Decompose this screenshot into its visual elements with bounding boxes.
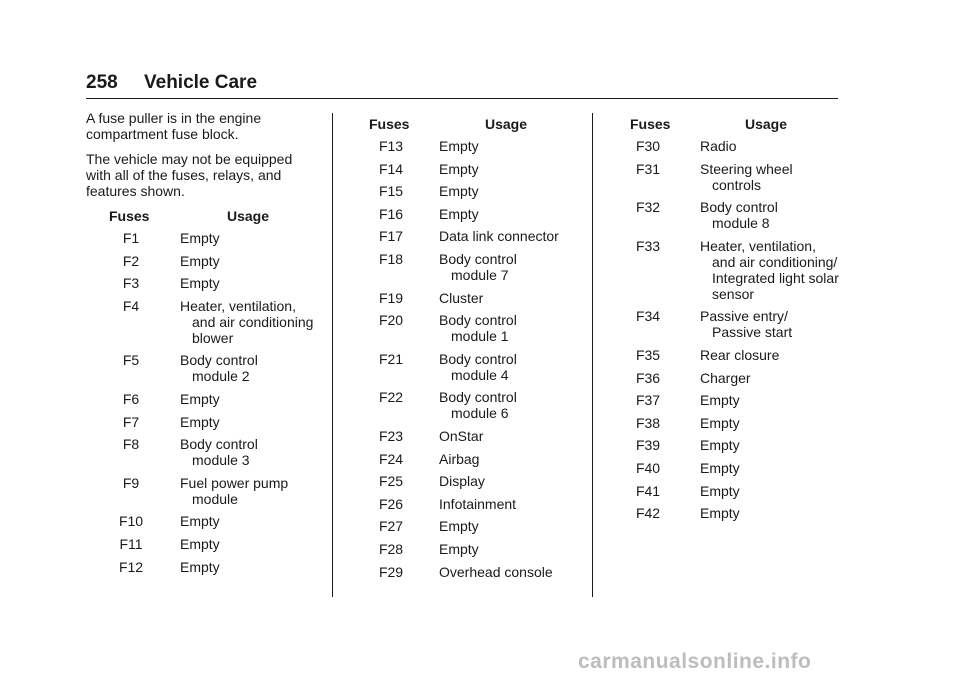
fuse-id: F41 [635, 482, 661, 499]
usage-line: Heater, ventilation, [700, 237, 816, 254]
usage-line: Display [439, 473, 485, 490]
fuse-id: F20 [378, 312, 404, 329]
fuse-usage [439, 312, 587, 344]
fuse-id: F33 [635, 237, 661, 254]
fuse-id: F42 [635, 505, 661, 522]
page-number: 258 [86, 72, 118, 93]
column-2 [347, 116, 587, 586]
usage-header: Usage [227, 208, 270, 224]
fuse-usage [439, 251, 587, 283]
fuse-usage [700, 392, 844, 408]
usage-line: module 1 [451, 328, 509, 345]
usage-line: Body control [439, 350, 517, 367]
fuse-usage [700, 138, 844, 154]
fuse-usage [439, 496, 587, 512]
table-header [608, 116, 844, 138]
usage-line: Empty [439, 518, 479, 535]
fuse-id: F25 [378, 473, 404, 490]
table-row [608, 483, 844, 499]
fuse-usage [700, 347, 844, 363]
fuse-id: F22 [378, 389, 404, 406]
fuse-usage [700, 238, 844, 302]
table-row [347, 451, 587, 467]
fuse-usage [439, 473, 587, 489]
usage-line: Body control [180, 436, 258, 453]
table-row [347, 389, 587, 421]
fuse-usage [439, 451, 587, 467]
usage-line: Empty [180, 390, 220, 407]
fuse-id: F16 [378, 205, 404, 222]
usage-line: Rear closure [700, 346, 780, 363]
fuse-id: F32 [635, 199, 661, 216]
fuse-id: F2 [122, 252, 140, 269]
table-row [608, 161, 844, 193]
table-row [86, 298, 322, 346]
fuse-id: F30 [635, 138, 661, 154]
usage-line: module 6 [451, 405, 509, 422]
usage-line: module [192, 490, 238, 507]
fuse-id: F26 [378, 495, 404, 512]
usage-line: Airbag [439, 450, 480, 467]
fuse-usage [180, 414, 322, 430]
intro-line: features shown. [86, 183, 185, 199]
usage-line: Empty [439, 540, 479, 557]
usage-line: OnStar [439, 427, 484, 444]
usage-line: Overhead console [439, 563, 553, 580]
column-1 [86, 110, 322, 581]
fuse-table-3 [608, 138, 844, 521]
table-row [608, 347, 844, 363]
usage-line: Fuel power pump [180, 474, 289, 491]
fuse-id: F12 [118, 558, 144, 575]
fuse-id: F39 [635, 437, 661, 454]
usage-line: Empty [180, 513, 220, 530]
table-row [347, 541, 587, 557]
fuse-id: F15 [378, 183, 404, 200]
fuse-usage [180, 436, 322, 468]
fuse-id: F8 [122, 436, 140, 453]
table-row [608, 505, 844, 521]
fuse-id: F4 [122, 297, 140, 314]
fuse-id: F1 [122, 230, 140, 246]
table-row [608, 437, 844, 453]
fuse-id: F5 [122, 352, 140, 369]
fuse-usage [439, 564, 587, 580]
usage-line: Body control [439, 250, 517, 267]
column-divider [332, 113, 333, 597]
fuses-header: Fuses [109, 208, 150, 224]
usage-line: Heater, ventilation, [180, 297, 296, 314]
fuse-usage [439, 161, 587, 177]
usage-line: Empty [439, 183, 479, 200]
fuse-usage [180, 253, 322, 269]
usage-line: module 2 [192, 368, 250, 385]
section-title: Vehicle Care [144, 72, 258, 93]
fuse-usage [700, 460, 844, 476]
fuse-id: F7 [122, 413, 140, 430]
table-row [608, 370, 844, 386]
watermark: carmanualsonline.info [578, 650, 812, 673]
fuse-usage [700, 370, 844, 386]
fuse-usage [180, 513, 322, 529]
usage-line: Empty [180, 413, 220, 430]
usage-line: Passive entry/ [700, 308, 788, 325]
fuse-id: F31 [635, 160, 661, 177]
table-row [347, 228, 587, 244]
fuse-id: F36 [635, 369, 661, 386]
table-row [347, 564, 587, 580]
usage-line: Empty [180, 535, 220, 552]
fuse-id: F28 [378, 540, 404, 557]
fuse-id: F40 [635, 459, 661, 476]
intro-line: with all of the fuses, relays, and [86, 167, 282, 183]
table-row [347, 206, 587, 222]
usage-line: module 3 [192, 452, 250, 469]
fuse-usage [439, 228, 587, 244]
usage-line: and air conditioning/ [712, 253, 838, 270]
usage-line: Integrated light solar [712, 269, 839, 286]
fuse-usage [700, 199, 844, 231]
usage-line: Body control [439, 389, 517, 406]
table-row [86, 559, 322, 575]
usage-line: Empty [180, 558, 220, 575]
usage-line: Empty [700, 459, 740, 476]
table-row [347, 138, 587, 154]
usage-line: and air conditioning [192, 313, 314, 330]
usage-line: Empty [700, 392, 740, 409]
usage-line: module 8 [712, 215, 770, 232]
fuse-usage [439, 138, 587, 154]
fuse-usage [180, 559, 322, 575]
table-row [347, 473, 587, 489]
table-row [347, 183, 587, 199]
table-row [86, 475, 322, 507]
fuse-id: F17 [378, 228, 404, 245]
intro-line: The vehicle may not be equipped [86, 151, 293, 167]
usage-header: Usage [485, 116, 528, 132]
table-row [86, 275, 322, 291]
intro-line: compartment fuse block. [86, 126, 239, 142]
column-divider [592, 113, 593, 597]
fuse-usage [700, 483, 844, 499]
fuse-id: F23 [378, 427, 404, 444]
usage-line: blower [192, 329, 234, 346]
fuse-id: F38 [635, 414, 661, 431]
usage-line: module 7 [451, 266, 509, 283]
usage-line: Charger [700, 369, 751, 386]
fuse-id: F24 [378, 450, 404, 467]
usage-line: controls [712, 176, 762, 193]
table-row [347, 428, 587, 444]
table-row [86, 253, 322, 269]
fuse-usage [700, 437, 844, 453]
fuse-usage [439, 290, 587, 306]
table-row [347, 251, 587, 283]
usage-line: Body control [439, 312, 517, 329]
fuse-usage [180, 391, 322, 407]
usage-line: Empty [700, 505, 740, 522]
fuse-usage [439, 206, 587, 222]
table-row [347, 312, 587, 344]
column-3 [608, 116, 844, 528]
fuse-id: F9 [122, 474, 140, 491]
table-row [608, 238, 844, 302]
fuse-id: F6 [122, 390, 140, 407]
table-row [347, 290, 587, 306]
header-rule [86, 98, 838, 99]
table-row [86, 513, 322, 529]
table-row [86, 352, 322, 384]
table-row [608, 392, 844, 408]
usage-line: Body control [180, 352, 258, 369]
fuse-id: F29 [378, 563, 404, 580]
fuse-id: F21 [378, 350, 404, 367]
fuse-id: F3 [122, 275, 140, 292]
intro-text [86, 110, 322, 199]
fuse-usage [180, 275, 322, 291]
fuse-usage [439, 351, 587, 383]
fuse-id: F10 [118, 513, 144, 530]
fuse-id: F27 [378, 518, 404, 535]
fuse-usage [180, 475, 322, 507]
usage-line: module 4 [451, 366, 509, 383]
fuse-usage [439, 518, 587, 534]
table-row [608, 415, 844, 431]
table-header [347, 116, 587, 138]
usage-line: Cluster [439, 289, 484, 306]
table-header [86, 208, 322, 230]
page-header [86, 72, 838, 98]
fuse-usage [180, 352, 322, 384]
table-row [347, 351, 587, 383]
usage-line: Passive start [712, 324, 793, 341]
fuse-id: F34 [635, 308, 661, 325]
fuse-usage [180, 536, 322, 552]
fuse-usage [700, 505, 844, 521]
fuses-header: Fuses [630, 116, 671, 132]
fuse-usage [439, 428, 587, 444]
usage-line: Empty [439, 205, 479, 222]
intro-paragraph [86, 110, 322, 142]
fuse-id: F37 [635, 392, 661, 409]
usage-line: Empty [700, 437, 740, 454]
fuse-usage [700, 415, 844, 431]
usage-line: Empty [180, 275, 220, 292]
usage-line: Empty [439, 138, 479, 154]
usage-line: Steering wheel [700, 160, 793, 177]
table-row [86, 414, 322, 430]
fuse-id: F18 [378, 250, 404, 267]
usage-line: Infotainment [439, 495, 517, 512]
fuse-usage [439, 541, 587, 557]
usage-line: Empty [180, 230, 220, 246]
table-row [347, 161, 587, 177]
table-row [86, 436, 322, 468]
usage-line: Empty [439, 160, 479, 177]
usage-line: Empty [700, 482, 740, 499]
table-row [347, 518, 587, 534]
usage-line: Empty [180, 252, 220, 269]
usage-line: Radio [700, 138, 737, 154]
fuse-usage [700, 308, 844, 340]
table-row [608, 138, 844, 154]
table-row [86, 230, 322, 246]
fuse-usage [439, 389, 587, 421]
table-row [86, 536, 322, 552]
table-row [608, 460, 844, 476]
intro-line: A fuse puller is in the engine [86, 110, 262, 126]
fuse-usage [439, 183, 587, 199]
fuses-header: Fuses [369, 116, 410, 132]
usage-header: Usage [745, 116, 788, 132]
table-row [86, 391, 322, 407]
fuse-id: F13 [378, 138, 404, 154]
usage-line: Empty [700, 414, 740, 431]
intro-paragraph [86, 151, 322, 199]
fuse-usage [700, 161, 844, 193]
fuse-table-1 [86, 230, 322, 575]
fuse-id: F14 [378, 160, 404, 177]
table-row [608, 308, 844, 340]
table-row [608, 199, 844, 231]
fuse-id: F11 [119, 535, 143, 552]
fuse-id: F35 [635, 346, 661, 363]
usage-line: Data link connector [439, 228, 559, 245]
usage-line: sensor [712, 285, 755, 302]
fuse-usage [180, 230, 322, 246]
usage-line: Body control [700, 199, 778, 216]
fuse-usage [180, 298, 322, 346]
fuse-id: F19 [378, 289, 404, 306]
fuse-table-2 [347, 138, 587, 580]
table-row [347, 496, 587, 512]
